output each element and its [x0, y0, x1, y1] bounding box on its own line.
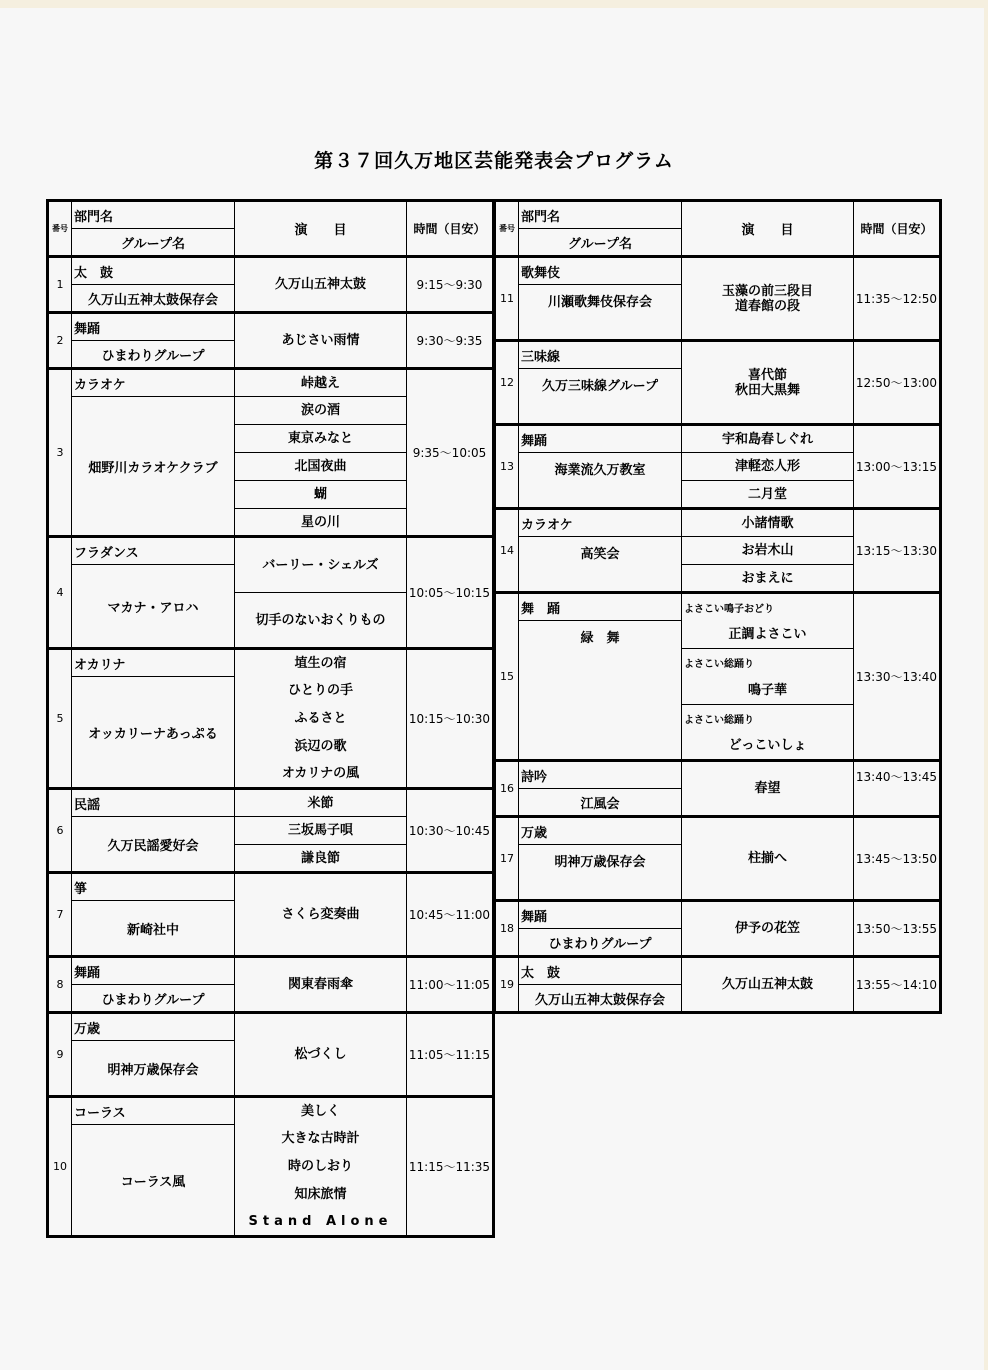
program-time: 11:15～11:35	[407, 1097, 494, 1237]
program-category: オカリナ	[72, 649, 235, 677]
program-piece: 伊予の花笠	[682, 901, 854, 957]
program-piece: 埴生の宿	[235, 649, 407, 677]
program-group: ひまわりグループ	[72, 985, 235, 1013]
program-piece: オカリナの風	[235, 761, 407, 789]
program-time: 13:15～13:30	[854, 509, 941, 593]
program-time: 13:55～14:10	[854, 957, 941, 1013]
program-piece: 春望	[682, 761, 854, 817]
program-piece: 謙良節	[235, 845, 407, 873]
program-row	[48, 789, 494, 817]
program-number: 3	[48, 369, 72, 537]
program-category: 箏	[72, 873, 235, 901]
program-group: 新崎社中	[72, 901, 235, 957]
program-time: 9:35～10:05	[407, 369, 494, 537]
program-number: 10	[48, 1097, 72, 1237]
header-group: グループ名	[72, 229, 235, 257]
program-group: 川瀬歌舞伎保存会	[519, 285, 682, 341]
program-time: 11:35～12:50	[854, 257, 941, 341]
program-piece: 宇和島春しぐれ	[682, 425, 854, 453]
program-piece: 美しく	[235, 1097, 407, 1125]
program-category: 太 鼓	[72, 257, 235, 285]
program-piece: 秋田大黒舞	[734, 382, 800, 398]
program-number: 15	[495, 593, 519, 761]
program-piece: 三坂馬子唄	[235, 817, 407, 845]
program-piece: 小諸情歌	[682, 509, 854, 537]
header-time: 時間（目安）	[854, 201, 941, 257]
program-group: 畑野川カラオケクラブ	[72, 397, 235, 537]
program-row	[495, 257, 941, 285]
page-title: 第３７回久万地区芸能発表会プログラム	[314, 150, 674, 172]
program-group: 明神万歳保存会	[72, 1041, 235, 1097]
program-row	[495, 957, 941, 985]
program-group: ひまわりグループ	[72, 341, 235, 369]
program-row	[495, 901, 941, 929]
program-piece: 柱揃へ	[682, 817, 854, 901]
program-time: 10:45～11:00	[407, 873, 494, 957]
program-table-right	[493, 199, 942, 1014]
header-group: グループ名	[519, 229, 682, 257]
program-time: 13:45～13:50	[854, 817, 941, 901]
program-category: 舞 踊	[519, 593, 682, 621]
program-piece: 浜辺の歌	[235, 733, 407, 761]
program-group: 明神万歳保存会	[519, 845, 682, 901]
program-category: コーラス	[72, 1097, 235, 1125]
program-sub-label: よさこい総踊り	[682, 705, 854, 733]
program-piece: 久万山五神太鼓	[682, 957, 854, 1013]
program-number: 18	[495, 901, 519, 957]
program-piece: お岩木山	[682, 537, 854, 565]
program-piece: ひとりの手	[235, 677, 407, 705]
program-piece: 切手のないおくりもの	[235, 593, 407, 649]
program-piece: 松づくし	[235, 1013, 407, 1097]
program-row	[495, 817, 941, 845]
program-group: 緑 舞	[519, 621, 682, 761]
program-time: 9:30～9:35	[407, 313, 494, 369]
program-category: 万歳	[72, 1013, 235, 1041]
header-number: 番号	[48, 201, 72, 257]
program-category: 民謡	[72, 789, 235, 817]
program-category: 舞踊	[72, 313, 235, 341]
program-number: 16	[495, 761, 519, 817]
program-number: 19	[495, 957, 519, 1013]
program-row	[48, 369, 494, 397]
program-row	[495, 341, 941, 369]
program-number: 14	[495, 509, 519, 593]
program-row	[48, 1013, 494, 1041]
program-time: 13:00～13:15	[854, 425, 941, 509]
program-number: 2	[48, 313, 72, 369]
program-piece-multi	[682, 341, 854, 425]
program-category: 三味線	[519, 341, 682, 369]
program-group: 久万山五神太鼓保存会	[72, 285, 235, 313]
program-row	[48, 649, 494, 677]
program-group: 久万民謡愛好会	[72, 817, 235, 873]
program-group: コーラス風	[72, 1125, 235, 1237]
program-category: 詩吟	[519, 761, 682, 789]
program-group: 高笑会	[519, 537, 682, 593]
program-category: 歌舞伎	[519, 257, 682, 285]
program-piece: 北国夜曲	[235, 453, 407, 481]
program-number: 12	[495, 341, 519, 425]
program-category: フラダンス	[72, 537, 235, 565]
program-sub-label: よさこい総踊り	[682, 649, 854, 677]
program-number: 17	[495, 817, 519, 901]
program-group: オッカリーナあっぷる	[72, 677, 235, 789]
program-time: 11:00～11:05	[407, 957, 494, 1013]
program-piece: バーリー・シェルズ	[235, 537, 407, 593]
program-category: カラオケ	[519, 509, 682, 537]
program-piece: あじさい雨情	[235, 313, 407, 369]
program-time: 12:50～13:00	[854, 341, 941, 425]
program-table-left	[46, 199, 495, 1238]
program-piece: 蝴	[235, 481, 407, 509]
program-piece: 東京みなと	[235, 425, 407, 453]
program-row	[48, 313, 494, 341]
program-number: 4	[48, 537, 72, 649]
program-row	[495, 593, 941, 621]
program-row	[48, 537, 494, 565]
program-piece: おまえに	[682, 565, 854, 593]
program-piece: 正調よさこい	[682, 621, 854, 649]
program-number: 7	[48, 873, 72, 957]
program-piece-multi	[682, 257, 854, 341]
program-time: 11:05～11:15	[407, 1013, 494, 1097]
program-piece: 米節	[235, 789, 407, 817]
program-piece: 涙の酒	[235, 397, 407, 425]
program-time: 13:30～13:40	[854, 593, 941, 761]
program-time: 9:15～9:30	[407, 257, 494, 313]
program-piece: さくら変奏曲	[235, 873, 407, 957]
program-number: 5	[48, 649, 72, 789]
program-piece: 峠越え	[235, 369, 407, 397]
program-group: 江風会	[519, 789, 682, 817]
program-time: 10:05～10:15	[407, 537, 494, 649]
program-group: 久万山五神太鼓保存会	[519, 985, 682, 1013]
header-category: 部門名	[519, 201, 682, 229]
program-piece: 道春館の段	[734, 298, 800, 314]
program-piece: 関東春雨傘	[235, 957, 407, 1013]
header-category: 部門名	[72, 201, 235, 229]
program-time: 10:30～10:45	[407, 789, 494, 873]
program-piece: 時のしおり	[235, 1153, 407, 1181]
program-sub-label: よさこい鳴子おどり	[682, 593, 854, 621]
program-category: 万歳	[519, 817, 682, 845]
header-piece: 演 目	[235, 201, 407, 257]
program-row	[48, 957, 494, 985]
program-piece: 津軽恋人形	[682, 453, 854, 481]
program-number: 8	[48, 957, 72, 1013]
program-row	[48, 257, 494, 285]
program-category: 舞踊	[519, 901, 682, 929]
program-number: 6	[48, 789, 72, 873]
program-group: 久万三味線グループ	[519, 369, 682, 425]
program-row	[48, 873, 494, 901]
program-piece: 大きな古時計	[235, 1125, 407, 1153]
program-number: 13	[495, 425, 519, 509]
header-time: 時間（目安）	[407, 201, 494, 257]
program-time: 13:50～13:55	[854, 901, 941, 957]
program-piece: 久万山五神太鼓	[235, 257, 407, 313]
program-group: 海業流久万教室	[519, 453, 682, 509]
program-row	[495, 509, 941, 537]
header-piece: 演 目	[682, 201, 854, 257]
program-group: マカナ・アロハ	[72, 565, 235, 649]
program-time: 13:40～13:45	[854, 761, 941, 817]
program-category: 舞踊	[519, 425, 682, 453]
program-piece: Stand Alone	[235, 1209, 407, 1237]
program-category: カラオケ	[72, 369, 235, 397]
program-number: 1	[48, 257, 72, 313]
program-piece: 知床旅情	[235, 1181, 407, 1209]
program-category: 舞踊	[72, 957, 235, 985]
program-row	[495, 425, 941, 453]
program-category: 太 鼓	[519, 957, 682, 985]
header-number: 番号	[495, 201, 519, 257]
program-piece: 星の川	[235, 509, 407, 537]
program-piece: 鳴子華	[682, 677, 854, 705]
program-piece: ふるさと	[235, 705, 407, 733]
program-piece: 玉藻の前三段目	[721, 283, 813, 299]
program-row	[495, 761, 941, 789]
program-group: ひまわりグループ	[519, 929, 682, 957]
program-piece: 喜代節	[747, 367, 787, 383]
program-time: 10:15～10:30	[407, 649, 494, 789]
program-number: 9	[48, 1013, 72, 1097]
program-number: 11	[495, 257, 519, 341]
program-row	[48, 1097, 494, 1125]
program-piece: どっこいしょ	[682, 733, 854, 761]
program-piece: 二月堂	[682, 481, 854, 509]
